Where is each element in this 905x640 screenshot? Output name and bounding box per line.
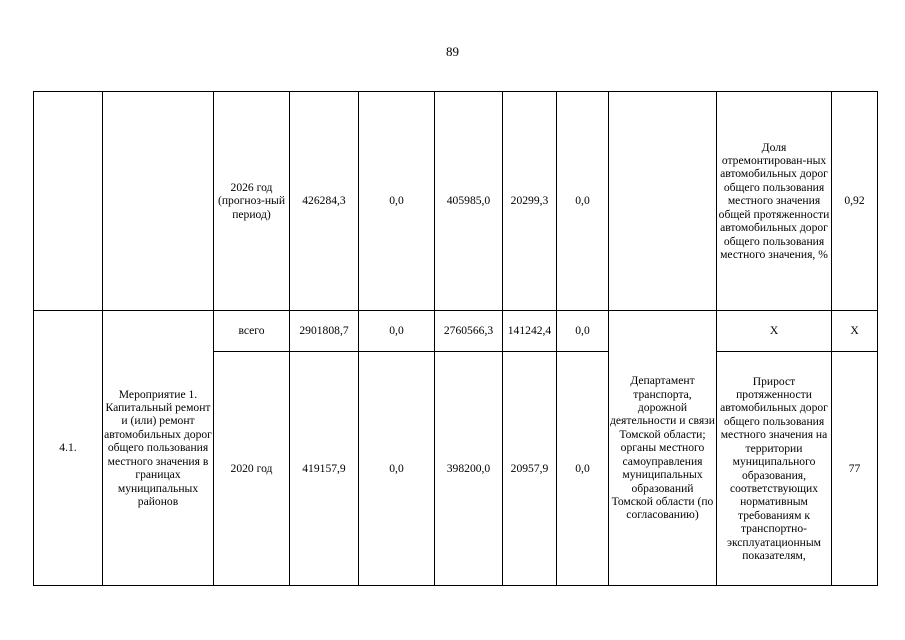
page-number: 89 bbox=[446, 44, 459, 59]
program-table bbox=[33, 91, 878, 586]
cell-value: Х bbox=[832, 311, 878, 352]
cell-period: всего bbox=[214, 311, 290, 352]
cell-measure-name: Мероприятие 1. Капитальный ремонт и (или) ремонт автомобильных дорог общего пользования местного значения в границах муниципальных районов bbox=[103, 311, 214, 586]
cell-value: 77 bbox=[832, 352, 878, 586]
cell-other: 0,0 bbox=[557, 311, 609, 352]
cell-indicator: Прирост протяженности автомобильных дорог общего пользования местного значения на территории муниципального образования, соответствующих нормативным требованиям к транспортно-эксплуатационным показателям, bbox=[717, 352, 832, 586]
cell-federal: 0,0 bbox=[359, 311, 435, 352]
cell-other: 0,0 bbox=[557, 92, 609, 311]
cell-regional: 2760566,3 bbox=[435, 311, 503, 352]
cell-period: 2020 год bbox=[214, 352, 290, 586]
cell-name bbox=[103, 92, 214, 311]
cell-indicator: Х bbox=[717, 311, 832, 352]
cell-indicator: Доля отремонтирован-ных автомобильных дорог общего пользования местного значения общей протяженности автомобильных дорог общего пользования местного значения, % bbox=[717, 92, 832, 311]
cell-local: 141242,4 bbox=[503, 311, 557, 352]
cell-total: 2901808,7 bbox=[290, 311, 359, 352]
cell-local: 20957,9 bbox=[503, 352, 557, 586]
cell-period: 2026 год (прогноз-ный период) bbox=[214, 92, 290, 311]
cell-executor bbox=[609, 92, 717, 311]
cell-federal: 0,0 bbox=[359, 92, 435, 311]
cell-number bbox=[34, 92, 103, 311]
cell-measure-number: 4.1. bbox=[34, 311, 103, 586]
table-row-4-1-total bbox=[34, 311, 878, 352]
cell-measure-executor: Департамент транспорта, дорожной деятельности и связи Томской области; органы местного самоуправления муниципальных образований Томской области (по согласованию) bbox=[609, 311, 717, 586]
cell-other: 0,0 bbox=[557, 352, 609, 586]
cell-regional: 398200,0 bbox=[435, 352, 503, 586]
cell-total: 419157,9 bbox=[290, 352, 359, 586]
cell-total: 426284,3 bbox=[290, 92, 359, 311]
cell-value: 0,92 bbox=[832, 92, 878, 311]
cell-regional: 405985,0 bbox=[435, 92, 503, 311]
cell-local: 20299,3 bbox=[503, 92, 557, 311]
table-row-2026 bbox=[34, 92, 878, 311]
cell-federal: 0,0 bbox=[359, 352, 435, 586]
